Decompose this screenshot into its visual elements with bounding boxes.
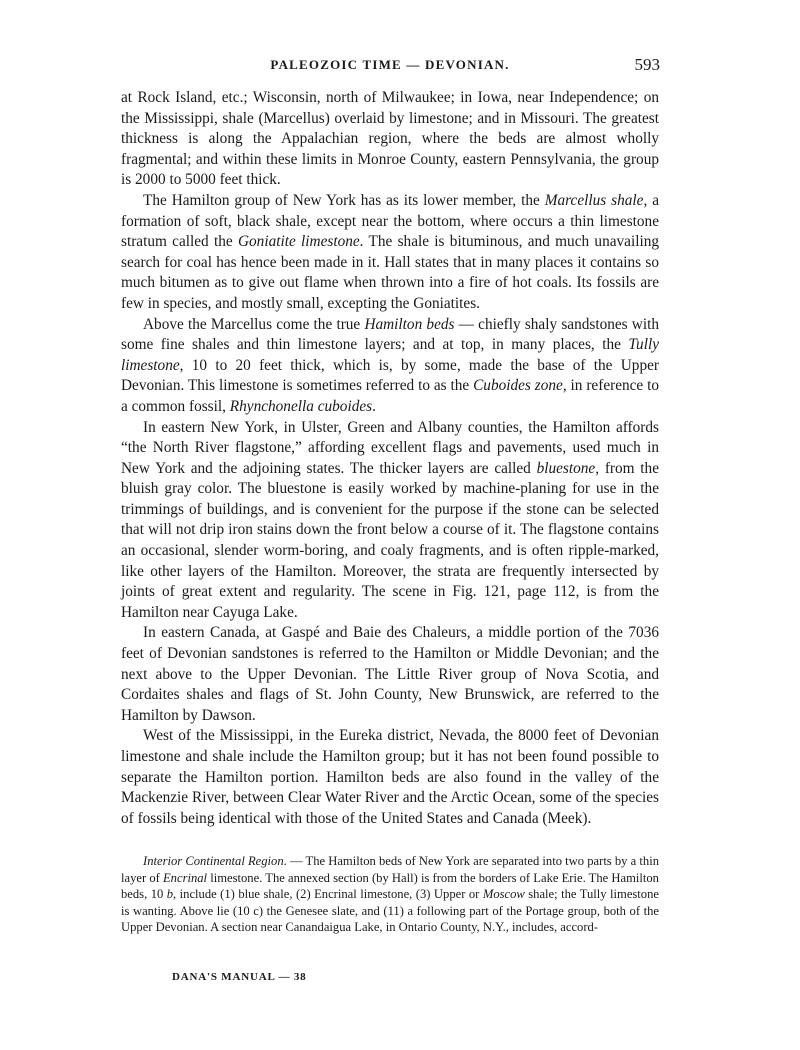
page-number: 593 — [634, 55, 660, 74]
text-run: . The shale is bituminous, and much unavailing search for coal has hence been made in it. Hall states that in many places it contains so much bitumen as to give out flame when thrown into a fire of hot coals. Its fossils are few in species, and mostly small, excepting the Goniatites. — [121, 233, 659, 312]
running-header — [120, 57, 660, 79]
paragraph-3 — [121, 315, 659, 418]
text-run: at Rock Island, etc.; Wisconsin, north of Milwaukee; in Iowa, near Independence; on the Mississippi, shale (Marcellus) overlaid by limestone; and in Missouri. The greatest thickness is along the Appalachian region, where the beds are almost wholly fragmental; and within these limits in Monroe County, eastern Pennsylvania, the group is 2000 to 5000 feet thick. — [121, 89, 659, 189]
text-run: West of the Mississippi, in the Eureka district, Nevada, the 8000 feet of Devonian limestone and shale include the Hamilton group; but it has not been found possible to separate the Hamilton portion. Hamilton beds are also found in the valley of the Mackenzie River, between Clear Water River and the Arctic Ocean, some of the species of fossils being identical with those of the United States and Canada (Meek). — [121, 727, 659, 827]
italic-text: bluestone — [536, 459, 596, 477]
paragraph-4 — [121, 418, 659, 624]
main-text — [121, 88, 659, 829]
italic-text: Moscow — [482, 887, 525, 902]
text-run: — chiefly shaly sandstones with some fine shales and thin limestone layers; and at top, in many places, the — [121, 315, 659, 354]
signature-mark: DANA'S MANUAL — 38 — [172, 971, 307, 983]
text-run: , a formation of soft, black shale, except near the bottom, where occurs a thin limestone stratum called the — [121, 191, 659, 251]
small-print-note — [121, 853, 659, 936]
text-run: The Hamilton group of New York has as its lower member, the — [143, 191, 545, 209]
text-run: , in reference to a common fossil, — [121, 377, 660, 415]
paragraph-5 — [121, 623, 659, 726]
text-run: , from the bluish gray color. The bluestone is easily worked by machine-planing for use in the trimmings of buildings, and is convenient for the purpose if the stone can be selected that will not drip iron stains down the front below a course of it. The flagstone contains an occasional, slender worm-boring, and coaly fragments, and is often ripple-marked, like other layers of the Hamilton. Moreover, the strata are frequently intersected by joints of great extent and regularity. The scene in Fig. 121, page 112, is from the Hamilton near Cayuga Lake. — [121, 459, 659, 621]
running-header-title: PALEOZOIC TIME — DEVONIAN. — [270, 57, 510, 72]
paragraph-1 — [121, 88, 659, 191]
text-run: . — The Hamilton beds of New York are separated into two parts by a thin layer of — [121, 854, 659, 885]
text-run: shale; the Tully limestone is wanting. Above lie (10 c) the Genesee slate, and (11) a following part of the Portage group, both of the Upper Devonian. A section near Canandaigua Lake, in Ontario County, N.Y., includes, accord- — [121, 887, 659, 935]
text-run: , include (1) blue shale, (2) Encrinal limestone, (3) Upper or — [173, 887, 483, 902]
note-paragraph — [121, 853, 659, 936]
paragraph-6 — [121, 726, 659, 829]
text-run: In eastern Canada, at Gaspé and Baie des Chaleurs, a middle portion of the 7036 feet of Devonian sandstones is referred to the Hamilton or Middle Devonian; and the next above to the Upper Devonian. The Little River group of Nova Scotia, and Cordaites shales and flags of St. John County, New Brunswick, are referred to the Hamilton by Dawson. — [121, 624, 659, 724]
italic-text: Marcellus shale — [544, 191, 644, 209]
italic-text: Interior Continental Region — [143, 854, 284, 868]
italic-text: Rhynchonella cuboides — [229, 397, 373, 415]
text-run: limestone. The annexed section (by Hall) is from the borders of Lake Erie. The Hamilton beds, 10 — [121, 870, 659, 902]
text-run: . — [372, 397, 376, 415]
italic-text: b — [166, 887, 174, 902]
text-run: , 10 to 20 feet thick, which is, by some, made the base of the Upper Devonian. This limestone is sometimes referred to as the — [121, 356, 659, 395]
paragraph-2 — [121, 191, 659, 315]
text-run: In eastern New York, in Ulster, Green and Albany counties, the Hamilton affords “the North River flagstone,” affording excellent flags and pavements, used much in New York and the adjoining states. The thicker layers are called — [121, 418, 659, 477]
italic-text: Goniatite limestone — [237, 233, 360, 251]
italic-text: Encrinal — [162, 870, 208, 885]
italic-text: Hamilton beds — [364, 315, 455, 333]
text-run: Above the Marcellus come the true — [143, 315, 365, 333]
italic-text: Cuboides zone — [473, 377, 563, 395]
italic-text: Tully limestone — [121, 336, 659, 374]
